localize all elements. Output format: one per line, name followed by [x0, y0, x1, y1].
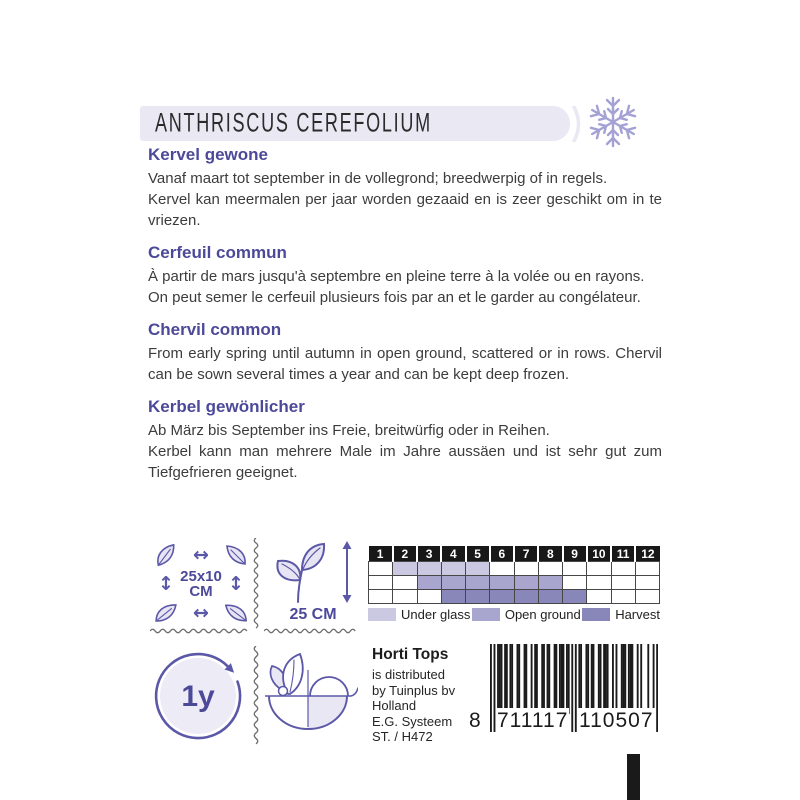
calendar-cell: [563, 562, 587, 576]
section-german: [148, 397, 662, 483]
calendar-cell: [466, 590, 490, 604]
distributor-line: Holland: [372, 698, 417, 713]
legend-label: Harvest: [615, 607, 660, 622]
section-paragraph: Kerbel kann man mehrere Male im Jahre aussäen und ist sehr gut zum Tiefgefrieren geeignet.: [148, 443, 662, 481]
distributor-line: by Tuinplus bv: [372, 682, 456, 698]
distributor-info: [372, 646, 467, 745]
legend-swatch: [472, 608, 500, 621]
calendar-cell: [563, 576, 587, 590]
divider-wave-vertical: [252, 538, 260, 630]
distributor-line: is distributed: [372, 667, 445, 682]
calendar-cell: [635, 562, 659, 576]
calendar-month-header: 4: [441, 546, 465, 562]
calendar-cell: [538, 590, 562, 604]
calendar-cell: [441, 590, 465, 604]
calendar-cell: [417, 562, 441, 576]
calendar-cell: [635, 590, 659, 604]
leaf-icon: [151, 540, 180, 569]
calendar-month-header: 7: [514, 546, 538, 562]
section-heading-dutch: Kervel gewone: [148, 145, 268, 164]
calendar-cell: [611, 576, 635, 590]
calendar-month-header: 3: [417, 546, 441, 562]
calendar-month-header: 12: [635, 546, 659, 562]
calendar-cell: [393, 562, 417, 576]
section-heading-english: Chervil common: [148, 320, 282, 339]
section-paragraph: Ab März bis September ins Freie, breitwürfig oder in Reihen.: [148, 422, 550, 439]
calendar-cell: [393, 576, 417, 590]
calendar-month-header: 6: [490, 546, 514, 562]
section-paragraph: Vanaf maart tot september in de vollegrond; breedwerpig of in regels.: [148, 170, 608, 187]
divider-wave-horizontal: [264, 627, 360, 635]
legend-label: Under glass: [401, 607, 471, 622]
distributor-line: E.G. Systeem: [372, 713, 453, 729]
legend-item: [368, 607, 470, 622]
snowflake-icon: [583, 92, 643, 152]
section-paragraph: À partir de mars jusqu'à septembre en pleine terre à la volée ou en rayons.: [148, 268, 645, 285]
section-paragraph: From early spring until autumn in open ground, scattered or in rows. Chervil can be sown several times a year and can be kept deep frozen.: [148, 345, 662, 383]
leaf-icon: [221, 598, 250, 627]
calendar-cell: [611, 562, 635, 576]
legend-label: Open ground: [504, 607, 581, 622]
calendar-cell: [490, 562, 514, 576]
barcode: [466, 644, 662, 738]
barcode-digit-group: 711117: [497, 709, 569, 732]
section-english: [148, 320, 662, 385]
calendar-cell: [441, 562, 465, 576]
spacing-label: [180, 569, 222, 599]
calendar-month-header: 10: [587, 546, 611, 562]
distributor-name: Horti Tops: [372, 646, 449, 663]
legend-item: [472, 607, 581, 622]
calendar-cell: [466, 562, 490, 576]
legend-item: [582, 607, 660, 622]
bowl-icon: [258, 642, 358, 744]
calendar-cell: [369, 590, 393, 604]
calendar-row: [369, 590, 660, 604]
annual-cycle-icon: [150, 646, 246, 744]
calendar-cell: [538, 576, 562, 590]
calendar-cell: [514, 590, 538, 604]
calendar-month-header: 2: [393, 546, 417, 562]
calendar-month-header: 8: [538, 546, 562, 562]
calendar-cell: [587, 562, 611, 576]
spacing-panel: [150, 540, 252, 628]
height-arrow-icon: [340, 540, 354, 604]
barcode-digit-group: 110507: [579, 709, 654, 732]
calendar-cell: [393, 590, 417, 604]
calendar-cell: [466, 576, 490, 590]
calendar-cell: [417, 590, 441, 604]
leaf-icon: [152, 599, 181, 628]
calendar-month-header: 1: [369, 546, 393, 562]
calendar-cell: [490, 590, 514, 604]
horizontal-arrow-icon: ↔: [193, 543, 209, 566]
cycle-label: 1y: [181, 680, 215, 713]
section-paragraph: Kervel kan meermalen per jaar worden gezaaid en is zeer geschikt om in te vriezen.: [148, 191, 662, 229]
calendar-cell: [417, 576, 441, 590]
section-paragraph: On peut semer le cerfeuil plusieurs fois par an et le garder au congélateur.: [148, 289, 641, 306]
distributor-line: ST. / H472: [372, 729, 433, 744]
print-registration-mark: [627, 754, 640, 800]
calendar-cell: [369, 562, 393, 576]
barcode-digit-group: 8: [469, 709, 482, 732]
vertical-arrow-icon: ↕: [158, 572, 174, 595]
plant-height-panel: [266, 538, 360, 630]
horizontal-arrow-icon: ↔: [193, 601, 209, 624]
calendar-month-header: 9: [563, 546, 587, 562]
legend-swatch: [368, 608, 396, 621]
calendar-cell: [587, 576, 611, 590]
spacing-value: 25x10: [180, 568, 222, 585]
calendar-cell: [538, 562, 562, 576]
calendar-cell: [490, 576, 514, 590]
calendar-cell: [369, 576, 393, 590]
section-dutch: [148, 145, 662, 231]
calendar-legend: [368, 607, 660, 622]
legend-swatch: [582, 608, 610, 621]
section-heading-french: Cerfeuil commun: [148, 243, 287, 262]
calendar-cell: [635, 576, 659, 590]
calendar-table: [368, 546, 660, 604]
calendar-cell: [514, 562, 538, 576]
calendar-cell: [514, 576, 538, 590]
plant-icon: [270, 540, 326, 604]
variety-title-banner: [140, 106, 570, 141]
calendar-row: [369, 576, 660, 590]
height-label: 25 CM: [289, 606, 337, 623]
calendar-cell: [563, 590, 587, 604]
calendar-row: [369, 562, 660, 576]
description-sections: [148, 145, 662, 495]
calendar-cell: [611, 590, 635, 604]
calendar-month-header: 5: [466, 546, 490, 562]
calendar-cell: [441, 576, 465, 590]
divider-wave-horizontal: [150, 627, 252, 635]
section-french: [148, 243, 662, 308]
vertical-arrow-icon: ↕: [228, 572, 244, 595]
variety-title: ANTHRISCUS CEREFOLIUM: [155, 108, 432, 138]
calendar-cell: [587, 590, 611, 604]
leaf-icon: [223, 542, 249, 568]
spacing-unit: CM: [189, 583, 213, 600]
section-heading-german: Kerbel gewönlicher: [148, 397, 305, 416]
calendar-month-header: 11: [611, 546, 635, 562]
